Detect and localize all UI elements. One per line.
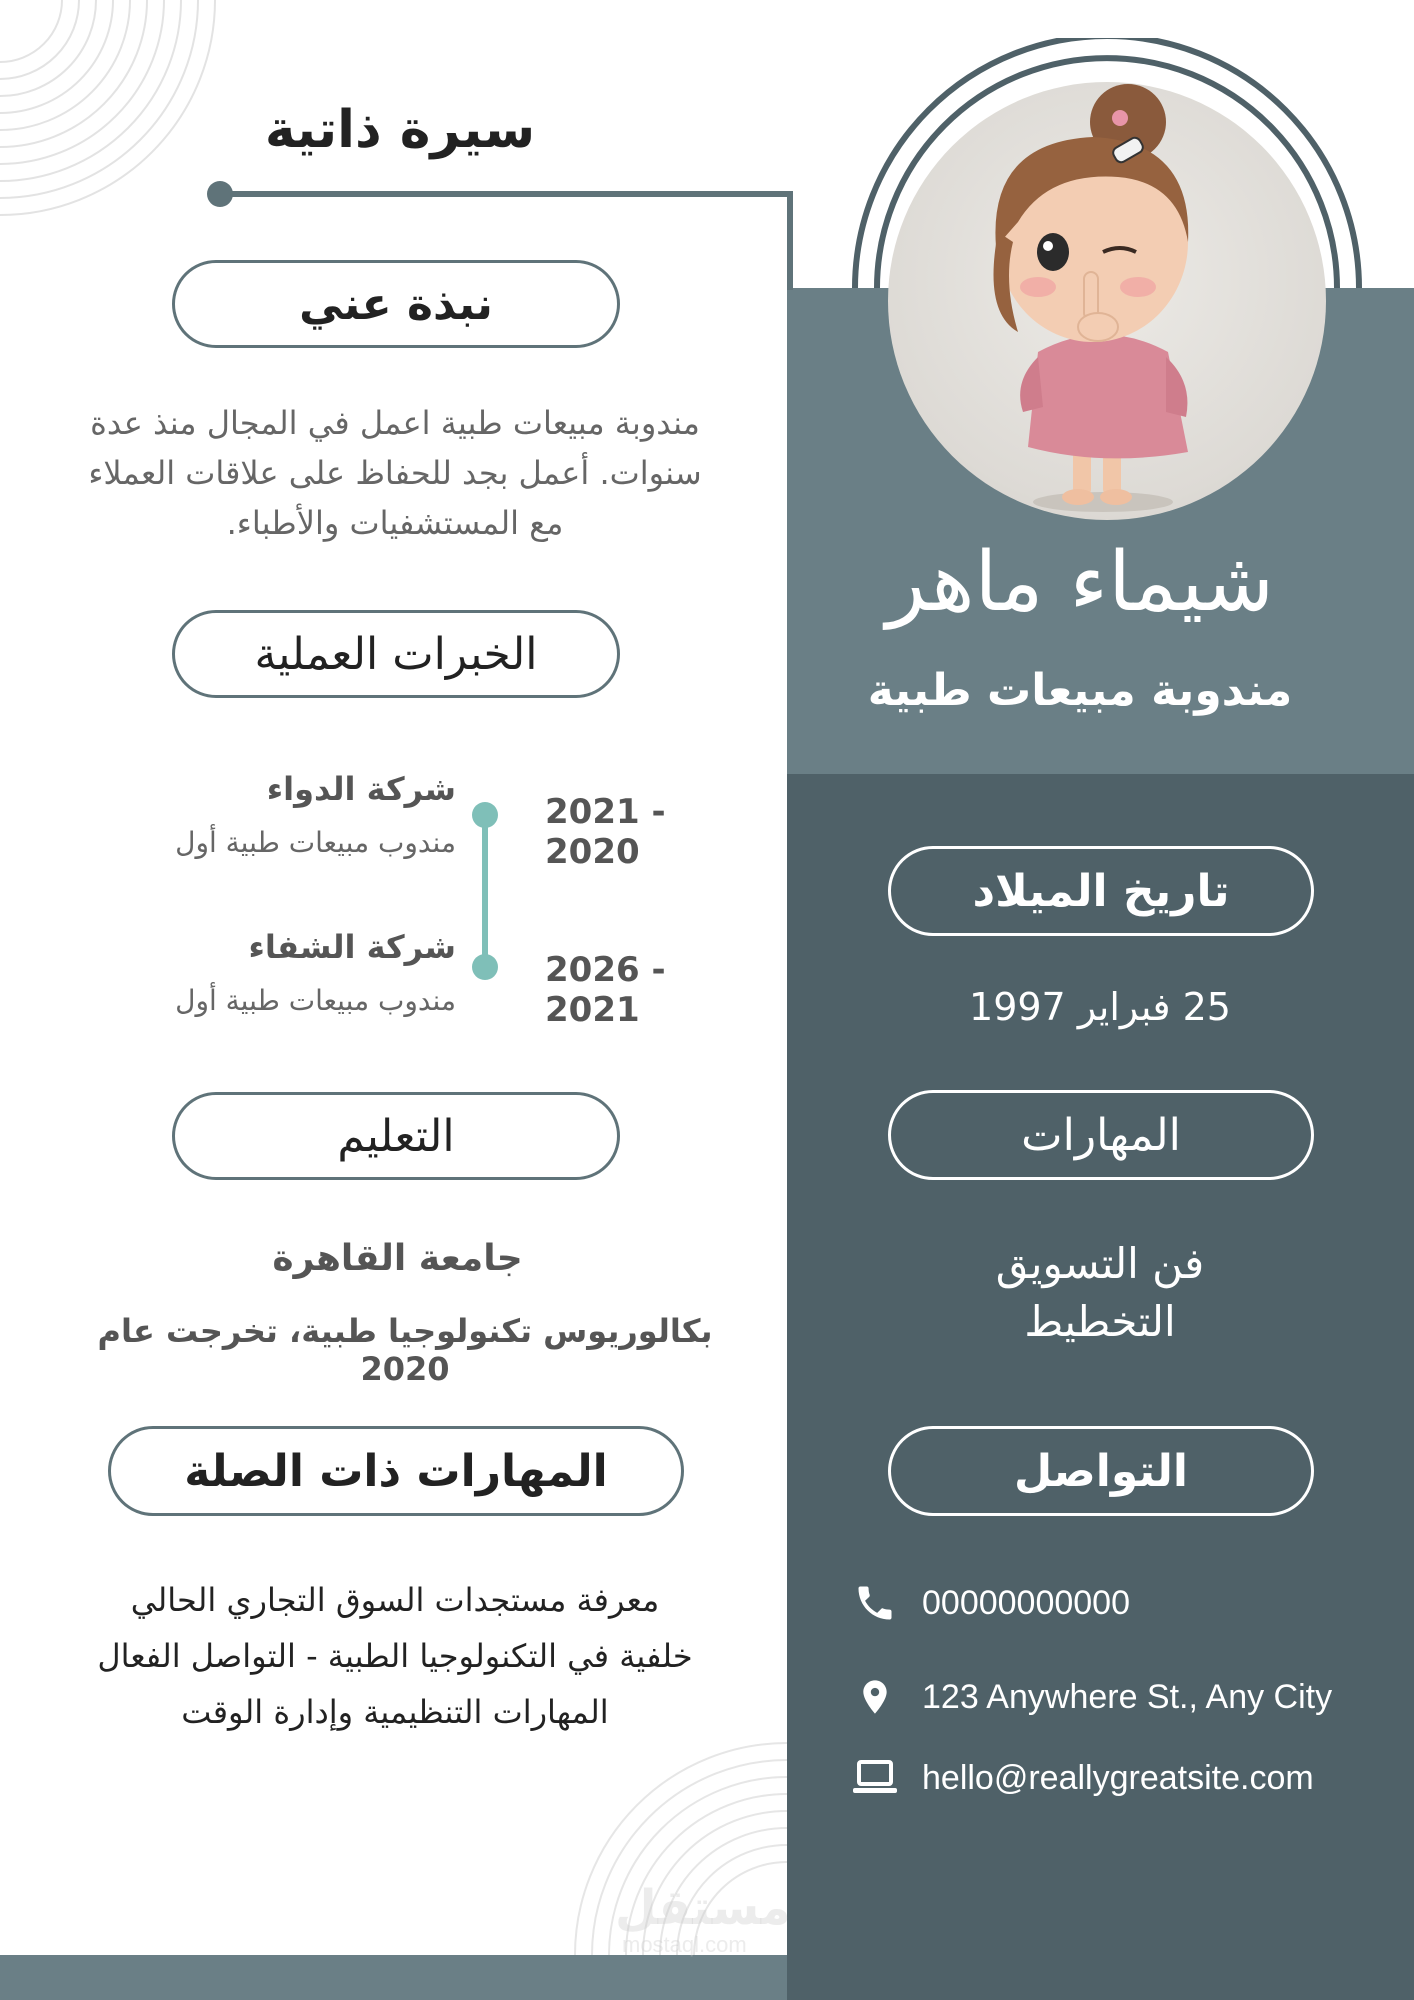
experience-title-1: مندوب مبيعات طبية أول: [175, 826, 456, 859]
birth-heading: تاريخ الميلاد: [888, 846, 1314, 936]
skills-heading: المهارات: [888, 1090, 1314, 1180]
laptop-icon: [850, 1753, 900, 1803]
contact-heading: التواصل: [888, 1426, 1314, 1516]
contact-address: 123 Anywhere St., Any City: [922, 1677, 1333, 1716]
about-line-1: مندوبة مبيعات طبية اعمل في المجال منذ عدة: [90, 404, 700, 442]
timeline-dot-1: [472, 802, 498, 828]
experience-heading: الخبرات العملية: [172, 610, 620, 698]
experience-years-1: 2021 - 2020: [545, 792, 666, 872]
profile-name: شيماء ماهر: [886, 535, 1274, 630]
info-panel: [787, 774, 1414, 2000]
related-skills-heading: المهارات ذات الصلة: [108, 1426, 684, 1516]
experience-company-2: شركة الشفاء: [248, 928, 456, 966]
phone-icon: [850, 1578, 900, 1628]
girl-illustration-icon: [888, 82, 1326, 520]
title-connector-line: [0, 0, 800, 300]
about-line-2: سنوات. أعمل بجد للحفاظ على علاقات العملاء: [88, 454, 702, 492]
birth-value: 25 فبراير 1997: [969, 985, 1231, 1029]
page-title: سيرة ذاتية: [264, 100, 536, 160]
location-pin-icon: [850, 1672, 900, 1722]
profile-role: مندوبة مبيعات طبية: [867, 665, 1293, 716]
skills-list: [880, 1235, 1320, 1351]
education-degree: بكالوريوس تكنولوجيا طبية، تخرجت عام 2020: [97, 1312, 713, 1388]
profile-photo: [888, 82, 1326, 520]
about-text: [50, 398, 740, 548]
experience-title-2: مندوب مبيعات طبية أول: [175, 984, 456, 1017]
skill-item-2: التخطيط: [1024, 1297, 1176, 1346]
related-skill-line-1: معرفة مستجدات السوق التجاري الحالي: [130, 1581, 660, 1619]
about-heading: نبذة عني: [172, 260, 620, 348]
contact-email[interactable]: hello@reallygreatsite.com: [922, 1758, 1314, 1797]
skill-item-1: فن التسويق: [995, 1239, 1205, 1288]
related-skills-text: [60, 1572, 730, 1740]
about-line-3: مع المستشفيات والأطباء.: [226, 504, 564, 542]
contact-phone-row: [850, 1578, 1370, 1628]
experience-timeline: [470, 800, 500, 990]
contact-email-row: [850, 1753, 1370, 1803]
education-university: جامعة القاهرة: [272, 1238, 523, 1279]
watermark-latin: mostaql.com: [622, 1932, 747, 1957]
footer-bar: [0, 1955, 787, 2000]
experience-years-2: 2026 - 2021: [545, 950, 666, 1030]
timeline-dot-2: [472, 954, 498, 980]
experience-company-1: شركة الدواء: [266, 770, 456, 808]
contact-phone[interactable]: 00000000000: [922, 1583, 1131, 1622]
related-skill-line-3: المهارات التنظيمية وإدارة الوقت: [181, 1693, 609, 1731]
education-heading: التعليم: [172, 1092, 620, 1180]
related-skill-line-2: خلفية في التكنولوجيا الطبية - التواصل الفعال: [97, 1637, 693, 1675]
contact-address-row: [850, 1672, 1370, 1722]
watermark-arabic: مستقل: [615, 1880, 791, 1936]
